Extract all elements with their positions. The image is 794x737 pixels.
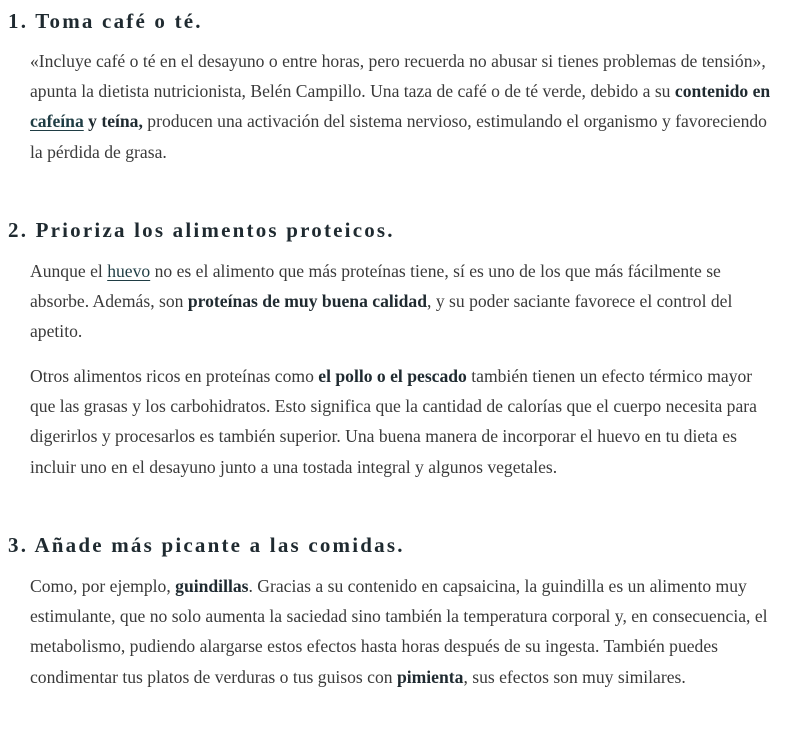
section-heading-1: 1. Toma café o té. — [8, 9, 203, 33]
link-cafeina[interactable]: cafeína — [30, 111, 84, 132]
bold-contenido: contenido en — [674, 81, 771, 102]
paragraph-picante: Como, por ejemplo, guindillas. Gracias a su contenido en capsaicina, la guindilla es un alimento muy estimulante, que no solo aumenta la saciedad sino también la temperatura corporal y, en consecuencia, el metabolismo, pudiendo alargarse estos efectos hasta horas después de su ingesta. También puedes condimentar tus platos de verduras o tus guisos con pimienta, sus efectos son muy similares. — [30, 576, 768, 687]
bold-guindillas: guindillas — [175, 576, 249, 596]
bold-pollo-pescado: el pollo o el pescado — [318, 366, 467, 386]
link-huevo[interactable]: huevo — [107, 261, 151, 281]
quote-close: » — [752, 51, 762, 71]
section-heading-3: 3. Añade más picante a las comidas. — [8, 533, 405, 557]
section-heading-2: 2. Prioriza los alimentos proteicos. — [8, 218, 395, 242]
quote-open: « — [30, 51, 39, 71]
paragraph-pollo-pescado: Otros alimentos ricos en proteínas como el pollo o el pescado también tienen un efecto térmico mayor que las grasas y los carbohidratos. Esto significa que la cantidad de calorías que el cuerpo necesita para digerirlos y procesarlos es también superior. Una buena manera de incorporar el huevo en tu dieta es incluir uno en el desayuno junto a una tostada integral y algunos vegetales. — [30, 366, 757, 477]
paragraph-huevo: Aunque el huevo no es el alimento que más proteínas tiene, sí es uno de los que más fácilmente se absorbe. Además, son proteínas de muy buena calidad, y su poder saciante favorece el control del apetito. — [30, 261, 733, 342]
bold-pimienta: pimienta — [396, 666, 464, 687]
bold-proteinas: proteínas de muy buena calidad — [187, 291, 428, 312]
paragraph-cafe: «Incluye café o té en el desayuno o entre horas, pero recuerda no abusar si tienes problemas de tensión», apunta la dietista nutricionista, Belén Campillo. Una taza de café o de té verde, debido a su contenido en cafeína y teína, producen una activación del sistema nervioso, estimulando el organismo y favoreciendo la pérdida de grasa. — [30, 51, 771, 162]
bold-teina: y teína, — [83, 111, 143, 132]
